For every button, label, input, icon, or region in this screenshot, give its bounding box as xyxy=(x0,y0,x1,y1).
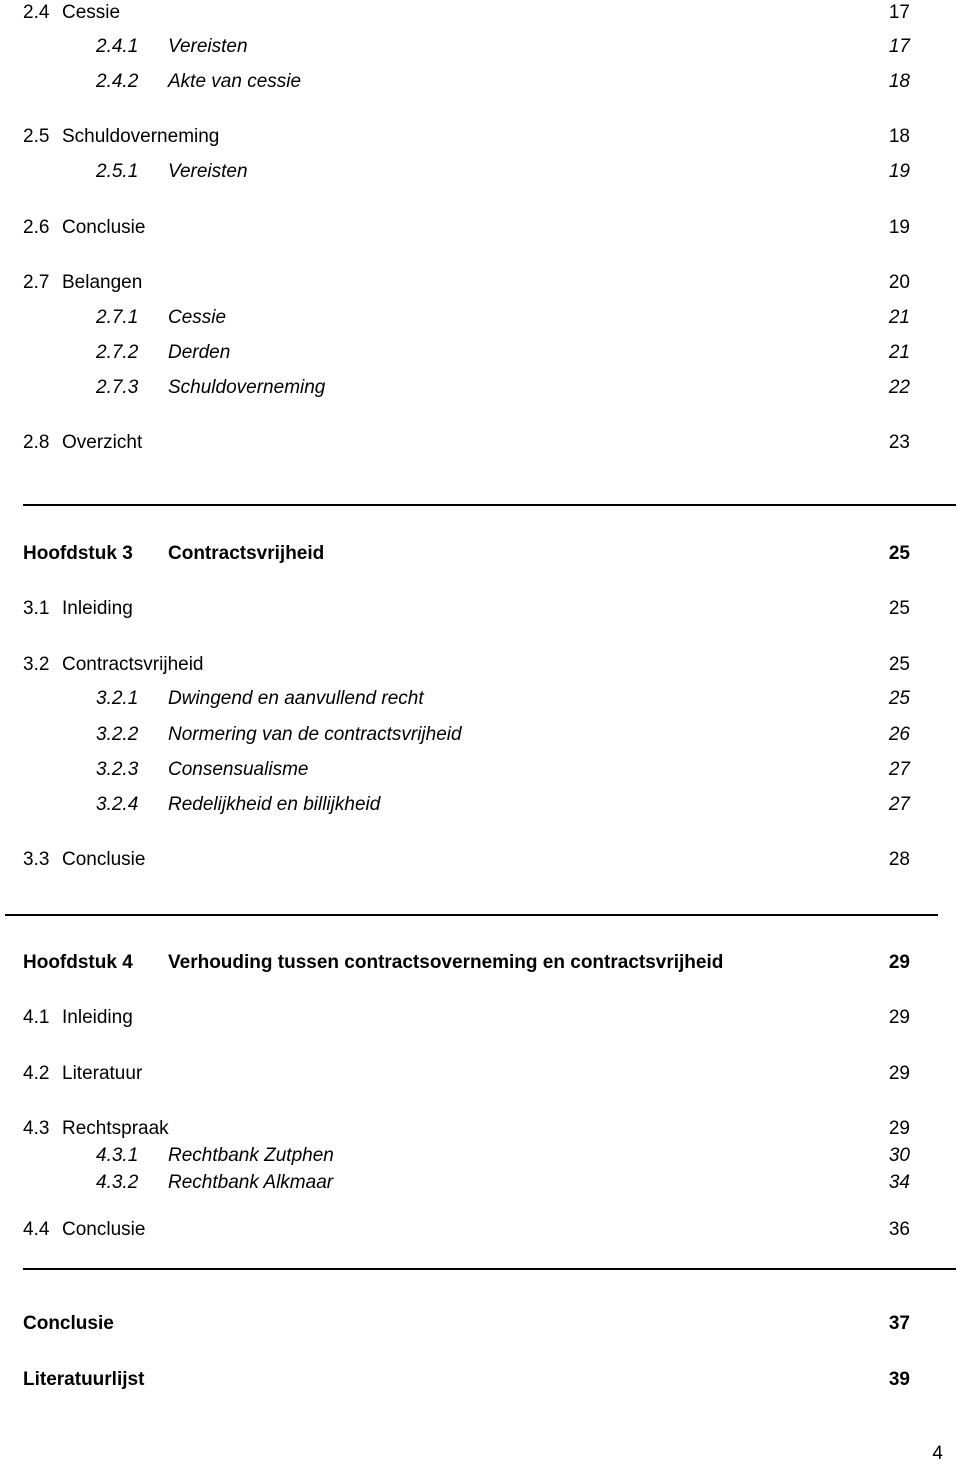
toc-entry-3-3[interactable] xyxy=(0,847,960,873)
toc-number: 4.1 xyxy=(23,1007,50,1028)
toc-page: 25 xyxy=(888,688,910,709)
toc-title: Belangen xyxy=(62,272,143,293)
toc-title: Conclusie xyxy=(62,1219,146,1240)
toc-title: Conclusie xyxy=(62,849,146,870)
toc-page: 25 xyxy=(888,543,910,564)
toc-page: 29 xyxy=(888,1063,910,1084)
toc-page: 34 xyxy=(888,1172,910,1193)
toc-number: 4.3.2 xyxy=(96,1172,139,1193)
toc-entry-2-4-2[interactable] xyxy=(0,69,960,95)
toc-number: 2.5.1 xyxy=(96,161,139,182)
toc-number: 4.3.1 xyxy=(96,1145,139,1166)
toc-title: Verhouding tussen contractsoverneming en contractsvrijheid xyxy=(168,952,724,973)
toc-number: 2.7.3 xyxy=(96,377,139,398)
toc-entry-2-5-1[interactable] xyxy=(0,159,960,185)
toc-page: 21 xyxy=(888,307,910,328)
toc-entry-3-1[interactable] xyxy=(0,596,960,622)
toc-title: Cessie xyxy=(168,307,227,328)
toc-title: Consensualisme xyxy=(168,759,309,780)
toc-number: 2.6 xyxy=(23,217,50,238)
toc-entry-3-2-1[interactable] xyxy=(0,686,960,712)
toc-chapter-3[interactable] xyxy=(0,541,960,567)
toc-page: 19 xyxy=(888,217,910,238)
toc-page: 25 xyxy=(888,598,910,619)
chapter-divider xyxy=(23,504,956,506)
toc-entry-4-3[interactable] xyxy=(0,1116,960,1142)
toc-number: 4.3 xyxy=(23,1118,50,1139)
toc-title: Cessie xyxy=(62,2,121,23)
toc-title: Derden xyxy=(168,342,231,363)
toc-page: 30 xyxy=(888,1145,910,1166)
toc-title: Contractsvrijheid xyxy=(62,654,204,675)
toc-number: 3.3 xyxy=(23,849,50,870)
toc-page: 17 xyxy=(888,2,910,23)
toc-title: Dwingend en aanvullend recht xyxy=(168,688,424,709)
toc-number: 2.4.2 xyxy=(96,71,139,92)
toc-page: 22 xyxy=(888,377,910,398)
toc-page: 23 xyxy=(888,432,910,453)
toc-entry-2-7[interactable] xyxy=(0,270,960,296)
toc-title: Inleiding xyxy=(62,1007,133,1028)
toc-conclusie[interactable] xyxy=(0,1311,960,1337)
toc-number: 2.7.2 xyxy=(96,342,139,363)
toc-page: 29 xyxy=(888,952,910,973)
toc-number: 4.2 xyxy=(23,1063,50,1084)
toc-entry-4-3-1[interactable] xyxy=(0,1143,960,1169)
toc-entry-4-4[interactable] xyxy=(0,1217,960,1243)
toc-page: 29 xyxy=(888,1007,910,1028)
toc-page: 19 xyxy=(888,161,910,182)
toc-number: 3.2.4 xyxy=(96,794,139,815)
toc-title: Schuldoverneming xyxy=(168,377,326,398)
toc-page: 36 xyxy=(888,1219,910,1240)
toc-entry-2-4-1[interactable] xyxy=(0,34,960,60)
toc-entry-2-7-1[interactable] xyxy=(0,305,960,331)
toc-entry-3-2[interactable] xyxy=(0,652,960,678)
toc-number: 3.1 xyxy=(23,598,50,619)
toc-entry-3-2-4[interactable] xyxy=(0,792,960,818)
toc-page: 25 xyxy=(888,654,910,675)
toc-title: Rechtspraak xyxy=(62,1118,169,1139)
toc-title: Rechtbank Alkmaar xyxy=(168,1172,334,1193)
toc-title: Inleiding xyxy=(62,598,133,619)
toc-page: 21 xyxy=(888,342,910,363)
toc-entry-2-8[interactable] xyxy=(0,430,960,456)
toc-page: 27 xyxy=(888,794,910,815)
toc-title: Conclusie xyxy=(62,217,146,238)
toc-title: Literatuurlijst xyxy=(23,1369,145,1390)
toc-entry-2-5[interactable] xyxy=(0,124,960,150)
toc-number: Hoofdstuk 4 xyxy=(23,952,133,973)
toc-page: 37 xyxy=(888,1313,910,1334)
toc-number: 4.4 xyxy=(23,1219,50,1240)
toc-page: 18 xyxy=(888,71,910,92)
toc-number: Hoofdstuk 3 xyxy=(23,543,133,564)
toc-page: 26 xyxy=(888,724,910,745)
toc-number: 2.7.1 xyxy=(96,307,139,328)
toc-page: 17 xyxy=(888,36,910,57)
toc-number: 2.5 xyxy=(23,126,50,147)
toc-title: Literatuur xyxy=(62,1063,143,1084)
toc-chapter-4[interactable] xyxy=(0,950,960,976)
toc-number: 3.2 xyxy=(23,654,50,675)
toc-entry-3-2-2[interactable] xyxy=(0,722,960,748)
toc-title: Vereisten xyxy=(168,36,248,57)
toc-entry-3-2-3[interactable] xyxy=(0,757,960,783)
toc-entry-4-3-2[interactable] xyxy=(0,1170,960,1196)
chapter-divider xyxy=(23,1268,956,1270)
chapter-divider xyxy=(5,914,938,916)
toc-title: Akte van cessie xyxy=(168,71,302,92)
toc-title: Conclusie xyxy=(23,1313,114,1334)
toc-title: Normering van de contractsvrijheid xyxy=(168,724,462,745)
toc-title: Schuldoverneming xyxy=(62,126,220,147)
toc-entry-4-1[interactable] xyxy=(0,1005,960,1031)
toc-entry-2-7-2[interactable] xyxy=(0,340,960,366)
toc-number: 3.2.2 xyxy=(96,724,139,745)
toc-entry-2-6[interactable] xyxy=(0,215,960,241)
toc-page: 29 xyxy=(888,1118,910,1139)
toc-number: 2.8 xyxy=(23,432,50,453)
toc-number: 2.4 xyxy=(23,2,50,23)
toc-title: Redelijkheid en billijkheid xyxy=(168,794,381,815)
toc-page: 28 xyxy=(888,849,910,870)
toc-entry-4-2[interactable] xyxy=(0,1061,960,1087)
toc-page: 18 xyxy=(888,126,910,147)
toc-literatuurlijst[interactable] xyxy=(0,1367,960,1393)
page-number: 4 xyxy=(932,1443,943,1464)
toc-number: 3.2.3 xyxy=(96,759,139,780)
toc-title: Contractsvrijheid xyxy=(168,543,325,564)
toc-title: Rechtbank Zutphen xyxy=(168,1145,334,1166)
toc-number: 3.2.1 xyxy=(96,688,139,709)
toc-page: 20 xyxy=(888,272,910,293)
toc-number: 2.4.1 xyxy=(96,36,139,57)
toc-title: Vereisten xyxy=(168,161,248,182)
toc-title: Overzicht xyxy=(62,432,143,453)
toc-page: 27 xyxy=(888,759,910,780)
toc-entry-2-4[interactable] xyxy=(0,0,960,26)
toc-number: 2.7 xyxy=(23,272,50,293)
toc-entry-2-7-3[interactable] xyxy=(0,375,960,401)
toc-page: 39 xyxy=(888,1369,910,1390)
